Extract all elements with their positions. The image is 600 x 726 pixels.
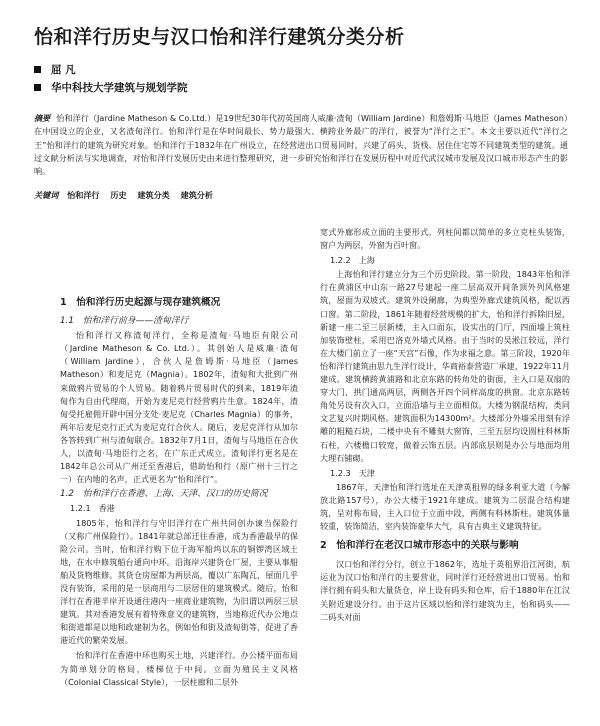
section-heading: 2 怡和洋行在老汉口城市形态中的关联与影响 (320, 540, 519, 552)
body-paragraph: 汉口怡和洋行分行，创立于1862年，选址于英租界沿江河街，航运业为汉口怡和洋行的主要营业，同时洋行还经营进出口贸易。怡和洋行拥有码头和大量货仓，岸上设有码头和仓库，后于1880年在江汉关附近建设分行。由于这片区域以怡和洋行建筑为主，怡和码头——二码头对面 (320, 559, 570, 622)
abstract (34, 112, 568, 178)
keyword: 怡和洋行 (67, 190, 100, 200)
left-column (60, 290, 298, 691)
body-paragraph: 上海怡和洋行建立分为三个历史阶段。第一阶段，1843年怡和洋行在黄浦区中山东一路27号建起一座二层高双开间条顶外列风格建筑，屋面为双坡式。建筑外设阑廊，为典型外廊式建筑风格，配以西口窗。第二阶段，1861年随着经营规模的扩大，怡和洋行拆除旧屋，新建一座二至三层新楼，主入口面东，设实出的门厅，四面墙上筑柱加装饰壁柱，采用巴洛克外墙式风格。由于当时的吴淞江较远，洋行在大楼门前立了一座“天宫”石像，作为求福之意。第三阶段，1920年怡和洋行建筑由思九生洋行设计，华商裕泰营造厂承建，1922年11月建成。建筑横跨黄浦路和北京东路的转角处的街面，主入口是双扇的穿大门，拱门通高两层，两侧各开四个同样高度的拱窗。北京东路转角处另设有次入口，立面沿墙与主立面相似。大楼为钢混结构，类同文艺复兴时期风格。建筑面积为14300m²。大楼部分外墙采用刻有浮雕的粗糙石块，二楼中央有不雕刻大窗饰，三至五层均设圆柱科林斯石柱，六楼檐口较宽，做着云饰五层。内部底层则是办公与地面均用大理石铺砌。 (320, 269, 570, 463)
body-paragraph: 宽式外廊形成立面的主要形式。列柱间都以简单的多立克柱头装饰，窗户为两层，外窗为百叶窗。 (320, 227, 570, 251)
body-paragraph: 1805年，怡和洋行与守旧洋行在广州共同创办谏当保险行（又称广州保险行）。1841年就总部迁往香港，成为香港最早的保险公司。当时，怡和洋行购下位于海军船坞以东的铜锣湾区域土地，在水中修筑船台通向中环。沿海岸兴建货仓厂屋，主要从事船舶及货物维修。其货仓房屋都为两层高，覆以广东陶瓦，屋面几乎没有装饰，采用的是一层商用与二层居住的建筑模式。随后，怡和洋行在香港半岸开设通往港内一座商业建筑物，为旧谓以两层三层建筑。其对香港发展有着特殊意义的建筑物，当地称近代办公地点和街道都是以地和政建制为名，例如怡和街及渣甸街等，促进了香港近代的繁荣发展。 (60, 517, 298, 646)
square-bullet-icon (34, 66, 41, 73)
abstract-label: 摘要 (34, 113, 51, 123)
subsection-heading: 1.1 怡和洋行前身——渣甸洋行 (60, 316, 189, 327)
keyword: 建筑分类 (137, 190, 170, 200)
author-line (34, 62, 76, 77)
body-paragraph: 怡和洋行又称渣甸洋行，全称是渣甸·马地臣有限公司（Jardine Matheson & Co. Ltd.）。其创始人是威廉·渣甸（William Jardine），合伙人是詹姆斯·马地臣（James Matheson）和麦尼克（Magnia）。1802年，渣甸和大批到广州来做鸦片贸易的个人贸易。随着鸦片贸易时代的到来，1819年渣甸作为自由代理商，开始为麦尼克行经营鸦片生意。1824年，渣甸受托雇佣开辟中国分支处·麦尼克（Charles Magnia）的事务，两年后麦尼克行正式为麦尼克行合伙人。随后，麦尼克洋行从加尔各答转到广州与渣甸联合。1832年7月1日，渣甸与马地臣在合伙人，以渣甸·马地臣行之名，在广东正式成立。渣甸洋行更名是在1842年总公司从广州迁至香港后，借助怡和行（原广州十三行之一）在内地的名声，正式更名为“怡和洋行”。 (60, 330, 298, 485)
square-bullet-icon (34, 84, 41, 91)
section-heading: 1 怡和洋行历史起源与现存建筑概况 (60, 297, 221, 308)
keyword: 历史 (110, 190, 127, 200)
body-paragraph: 怡和洋行在香港中环也购买土地，兴建洋行。办公楼平面布局为简单划分的格局，楼梯位于中间。立面为殖民主义风格（Colonial Classical Style），一层柱廊和二层外 (60, 650, 298, 687)
subsubsection-heading: 1.2.2 上海 (330, 255, 375, 266)
affiliation-line (34, 80, 188, 95)
author-name: 屈 凡 (51, 64, 76, 76)
body-paragraph: 1867年，天津怡和洋行选址在天津英租界的绿多利亚大道（今解放北路157号），办公大楼于1921年建成。建筑为二层混合结构建筑，呈对称布局，主入口位于立面中段，两侧有科林斯柱。建筑体量较重，装饰简洁，室内装饰豪华大气，具有古典主义建筑特征。 (320, 481, 570, 532)
subsubsection-heading: 1.2.1 香港 (70, 503, 115, 514)
keywords-label: 关键词 (34, 190, 59, 200)
author-affiliation: 华中科技大学建筑与规划学院 (51, 82, 188, 94)
subsection-heading: 1.2 怡和洋行在香港、上海、天津、汉口的历史简况 (60, 489, 268, 500)
keyword: 建筑分析 (180, 190, 213, 200)
subsubsection-heading: 1.2.3 天津 (330, 467, 375, 478)
paper-title: 怡和洋行历史与汉口怡和洋行建筑分类分析 (34, 26, 405, 48)
abstract-text: 怡和洋行（Jardine Matheson & Co.Ltd.）是19世纪30年代初英国商人威廉·渣甸（William Jardine）和詹姆斯·马地臣（James Matheson）在中国设立的企业，又名渣甸洋行。怡和洋行是在华时间最长、势力最强大、横跨业务最广的洋行，被誉为“洋行之王”。本文主要以近代“洋行之王”怡和洋行的建筑为研究对象。怡和洋行于1832年在广州设立，在经营进出口贸易同时，兴建了码头、货栈、居住住宅等不同建筑类型的建筑。通过文献分析法与实地调查，对怡和洋行发展历史由来进行整理研究，进一步研究怡和洋行在发展历程中对近代武汉城市发展及汉口城市形态产生的影响。 (34, 113, 568, 177)
right-column (320, 226, 570, 626)
keywords (34, 190, 568, 201)
